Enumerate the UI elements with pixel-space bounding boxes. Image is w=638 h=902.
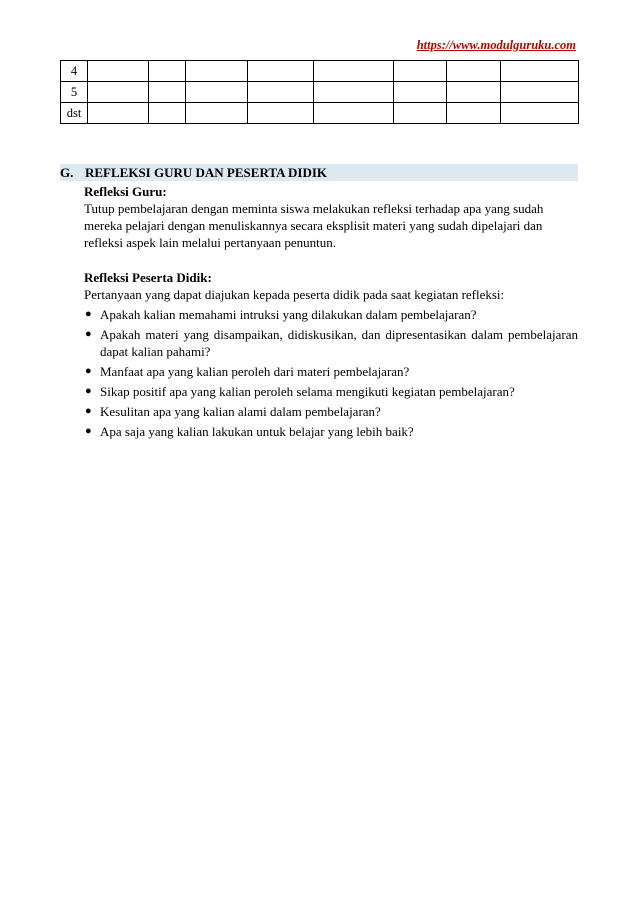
siswa-intro: Pertanyaan yang dapat diajukan kepada peserta didik pada saat kegiatan refleksi: [84, 287, 505, 302]
section-heading [60, 164, 327, 181]
bullet-icon: ● [85, 365, 92, 377]
bullet-icon: ● [85, 405, 92, 417]
section-letter: G. [60, 165, 74, 180]
row-number: 4 [61, 61, 88, 82]
siswa-heading: Refleksi Peserta Didik: [84, 270, 212, 285]
table-row [61, 61, 579, 82]
bullet-icon: ● [85, 425, 92, 437]
question-list [84, 306, 578, 440]
row-number: 5 [61, 82, 88, 103]
section-content [84, 183, 578, 440]
guru-heading: Refleksi Guru: [84, 184, 167, 199]
section-title: REFLEKSI GURU DAN PESERTA DIDIK [85, 165, 328, 180]
list-item: ● Apa saja yang kalian lakukan untuk belajar yang lebih baik? [85, 424, 414, 439]
table-row [61, 103, 579, 124]
list-item: ● Manfaat apa yang kalian peroleh dari materi pembelajaran? [85, 364, 410, 379]
bullet-icon: ● [85, 385, 92, 397]
table-row [61, 82, 579, 103]
bullet-icon: ● [85, 328, 92, 340]
list-item: ● Sikap positif apa yang kalian peroleh selama mengikuti kegiatan pembelajaran? [85, 384, 515, 399]
row-number: dst [61, 103, 88, 124]
list-item: ● Kesulitan apa yang kalian alami dalam pembelajaran? [85, 404, 381, 419]
list-item: ● Apakah materi yang disampaikan, didiskusikan, dan dipresentasikan dalam pembelajaran dapat kalian pahami? [85, 327, 578, 359]
list-item: ● Apakah kalian memahami intruksi yang dilakukan dalam pembelajaran? [85, 307, 477, 322]
header-url-link[interactable]: https://www.modulguruku.com [416, 38, 576, 52]
bullet-icon: ● [85, 308, 92, 320]
guru-text: Tutup pembelajaran dengan meminta siswa melakukan refleksi terhadap apa yang sudah mereka pelajari dengan menuliskannya secara eksplisit materi yang sudah dipelajari dan refleksi aspek lain melalui pertanyaan penuntun. [84, 201, 544, 250]
assessment-table [60, 60, 579, 124]
